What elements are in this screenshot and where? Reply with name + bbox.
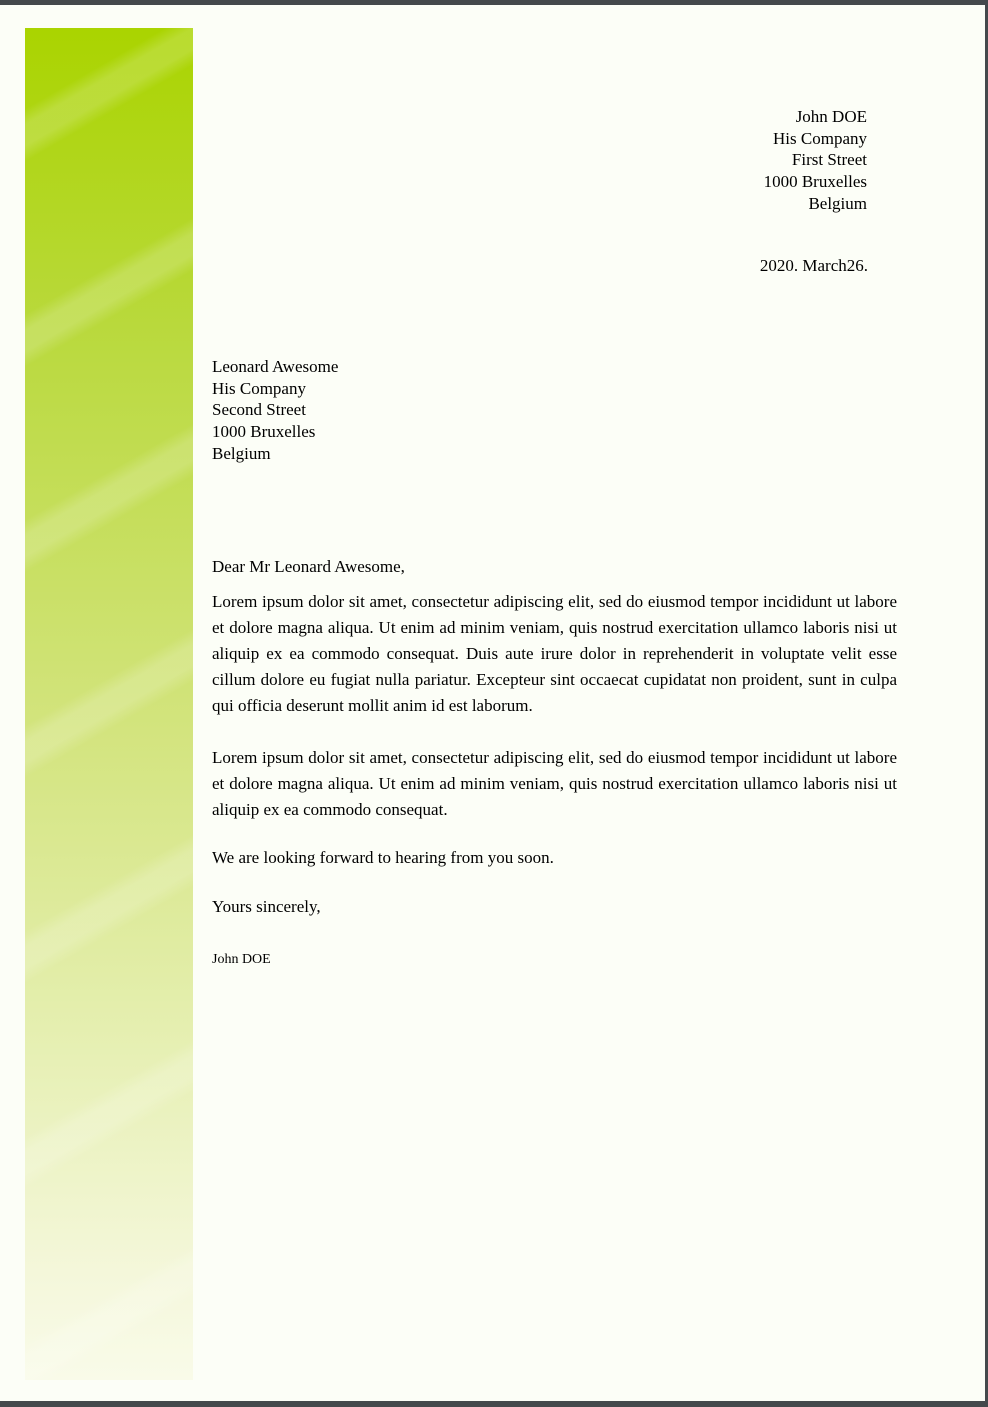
sender-city: 1000 Bruxelles [763, 172, 867, 192]
recipient-street: Second Street [212, 400, 306, 420]
sender-country: Belgium [808, 193, 867, 213]
accent-gradient-bar [25, 28, 193, 1380]
recipient-address-block [212, 356, 338, 465]
page-frame-bottom [0, 1401, 988, 1407]
valediction: Yours sincerely, [212, 897, 321, 916]
recipient-country: Belgium [212, 443, 271, 463]
signature-name: John DOE [212, 952, 271, 967]
letter-date: 2020. March26. [759, 256, 868, 275]
sender-address-block [764, 106, 867, 215]
sender-street: First Street [791, 150, 867, 170]
recipient-city: 1000 Bruxelles [212, 422, 316, 442]
closing-line: We are looking forward to hearing from you soon. [212, 848, 554, 867]
recipient-company: His Company [212, 378, 306, 398]
sender-company: His Company [773, 128, 867, 148]
body-paragraph-1: Lorem ipsum dolor sit amet, consectetur adipiscing elit, sed do eiusmod tempor incididunt ut labore et dolore magna aliqua. Ut enim ad minim veniam, quis nostrud exercitation ullamco laboris nisi ut aliquip ex ea commodo consequat. Duis aute irure dolor in reprehenderit in voluptate velit esse cillum dolore eu fugiat nulla pariatur. Excepteur sint occaecat cupidatat non proident, sunt in culpa qui officia deserunt mollit anim id est laborum. [212, 592, 897, 715]
body-paragraph-2: Lorem ipsum dolor sit amet, consectetur adipiscing elit, sed do eiusmod tempor incididunt ut labore et dolore magna aliqua. Ut enim ad minim veniam, quis nostrud exercitation ullamco laboris nisi ut aliquip ex ea commodo consequat. [212, 748, 897, 819]
page-frame-top [0, 0, 988, 5]
salutation: Dear Mr Leonard Awesome, [212, 557, 405, 576]
recipient-name: Leonard Awesome [212, 357, 339, 376]
sender-name: John DOE [795, 107, 867, 126]
